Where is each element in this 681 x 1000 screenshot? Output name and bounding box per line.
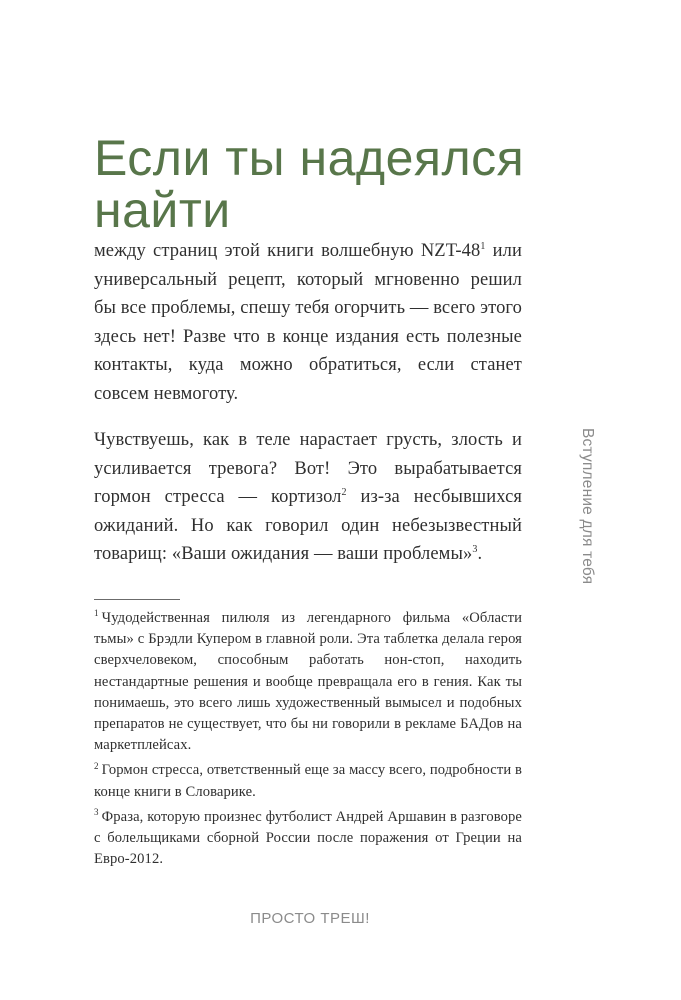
paragraph-intro [94, 237, 522, 409]
footnote-ref-1: 1 [480, 240, 486, 252]
footnotes-block [94, 608, 522, 874]
footnote-ref-3: 3 [472, 544, 478, 556]
paragraph-cortisol-text-3: . [477, 544, 483, 565]
paragraph-intro-text-1: между страниц этой книги волшебную NZT-48 [94, 241, 481, 261]
footnote-2-text: Гормон стресса, ответственный еще за массу всего, подробности в конце книги в Словарике. [94, 762, 522, 800]
footnote-1-mark: 1 [94, 608, 99, 619]
paragraph-cortisol-text-2: из-за несбывшихся ожиданий. Но как говорил один небезызвестный товарищ: «Ваши ожидания — ваши проблемы» [94, 487, 522, 565]
footnote-2 [94, 760, 522, 802]
footnote-3 [94, 807, 522, 871]
book-title-footer: ПРОСТО ТРЕШ! [250, 910, 370, 927]
footnote-3-text: Фраза, которую произнес футболист Андрей Аршавин в разговоре с болельщиками сборной России после поражения от Греции на Евро-2012. [94, 808, 522, 868]
paragraph-cortisol-text-1: Чувствуешь, как в теле нарастает грусть, злость и усиливается тревога? Вот! Это вырабатывается гормон стресса — кортизол [94, 430, 522, 508]
footnote-2-mark: 2 [94, 760, 99, 771]
footnote-3-mark: 3 [94, 806, 99, 817]
paragraph-intro-text-2: или универсальный рецепт, который мгновенно решил бы все проблемы, спешу тебя огорчить — всего этого здесь нет! Разве что в конце издания есть полезные контакты, куда можно обратиться, если станет совсем невмоготу. [94, 241, 522, 404]
footnote-1 [94, 608, 522, 756]
section-side-label: Вступление для тебя [579, 428, 596, 585]
paragraph-cortisol [94, 426, 522, 569]
footnote-ref-2: 2 [341, 487, 347, 499]
footnote-divider [94, 599, 180, 600]
chapter-heading: Если ты надеялся найти [94, 130, 525, 238]
footnote-1-text: Чудодейственная пилюля из легендарного фильма «Области тьмы» с Брэдли Купером в главной роли. Эта таблетка делала героя сверхчеловеком, способным работать нон-стоп, находить нестандартные решения и вообще превращала его в гения. Как ты понимаешь, это всего лишь художественный вымысел и подобных препаратов не существует, что бы ни говорили в рекламе БАДов на маркетплейсах. [94, 610, 522, 754]
